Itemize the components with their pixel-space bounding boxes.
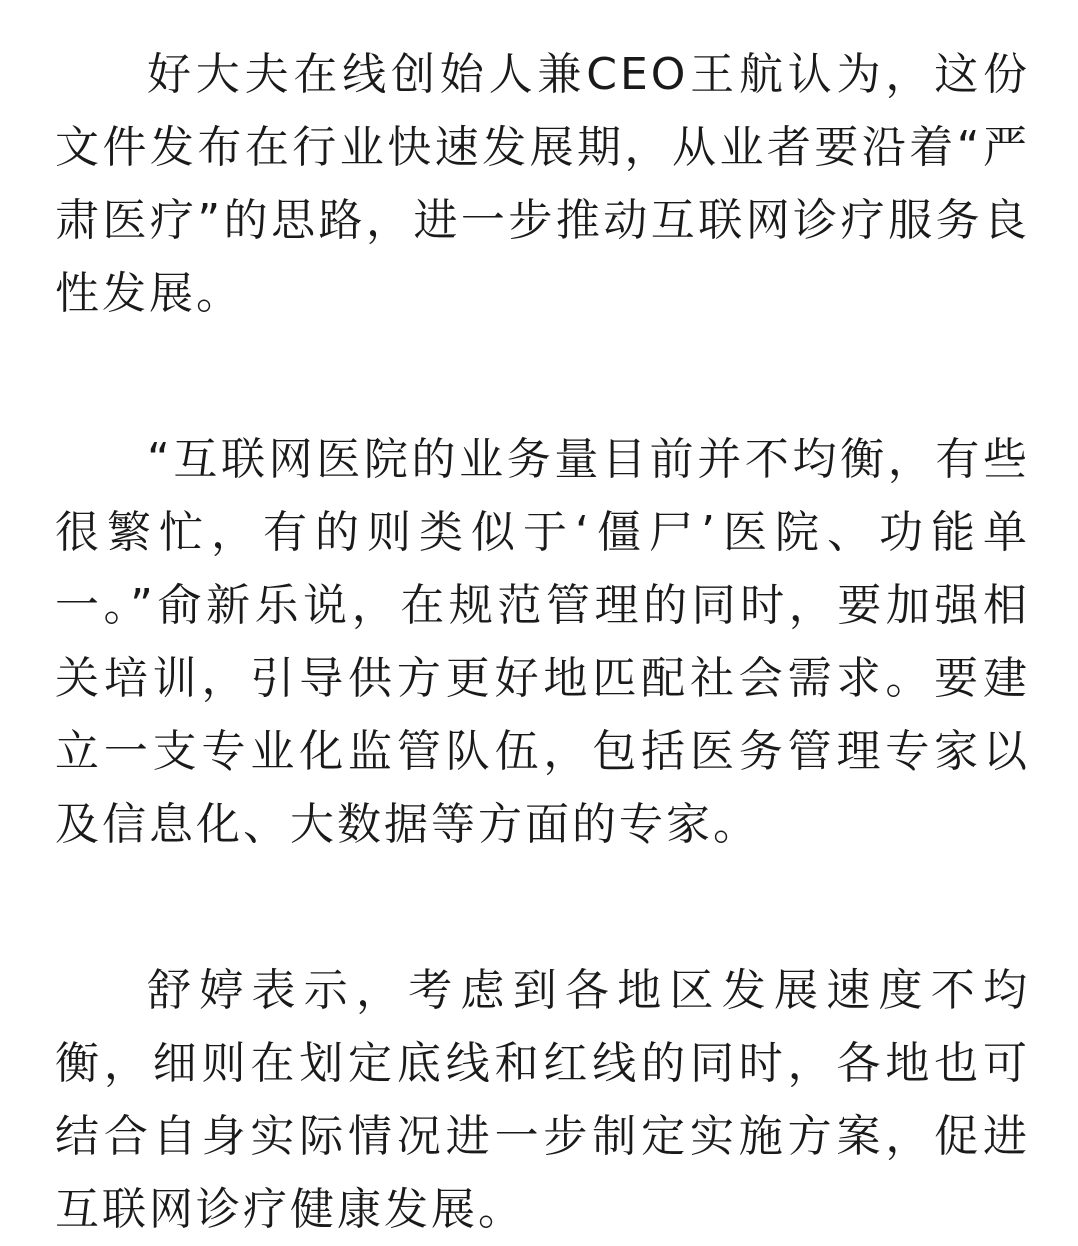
paragraph-1: [55, 38, 1030, 330]
paragraph-line: 很繁忙，有的则类似于‘僵尸’医院、功能单: [55, 507, 1030, 558]
paragraph-line: “互联网医院的业务量目前并不均衡，有些: [147, 434, 1030, 485]
paragraph-line: 及信息化、大数据等方面的专家。: [55, 799, 760, 850]
paragraph-line: 舒婷表示，考虑到各地区发展速度不均: [147, 965, 1030, 1016]
paragraph-3: [55, 954, 1030, 1246]
paragraph-2: [55, 423, 1030, 861]
paragraph-line: 立一支专业化监管队伍，包括医务管理专家以: [55, 726, 1030, 777]
paragraph-line: 性发展。: [55, 268, 243, 319]
paragraph-line: 关培训，引导供方更好地匹配社会需求。要建: [55, 653, 1030, 704]
paragraph-line: 好大夫在线创始人兼CEO王航认为，这份: [147, 49, 1030, 100]
paragraph-line: 肃医疗”的思路，进一步推动互联网诊疗服务良: [55, 195, 1030, 246]
paragraph-line: 结合自身实际情况进一步制定实施方案，促进: [55, 1111, 1030, 1162]
paragraph-line: 一。”俞新乐说，在规范管理的同时，要加强相: [55, 580, 1030, 631]
paragraph-line: 互联网诊疗健康发展。: [55, 1184, 525, 1235]
paragraph-line: 衡，细则在划定底线和红线的同时，各地也可: [55, 1038, 1030, 1089]
paragraph-line: 文件发布在行业快速发展期，从业者要沿着“严: [55, 122, 1030, 173]
article-body: [55, 38, 1030, 1246]
